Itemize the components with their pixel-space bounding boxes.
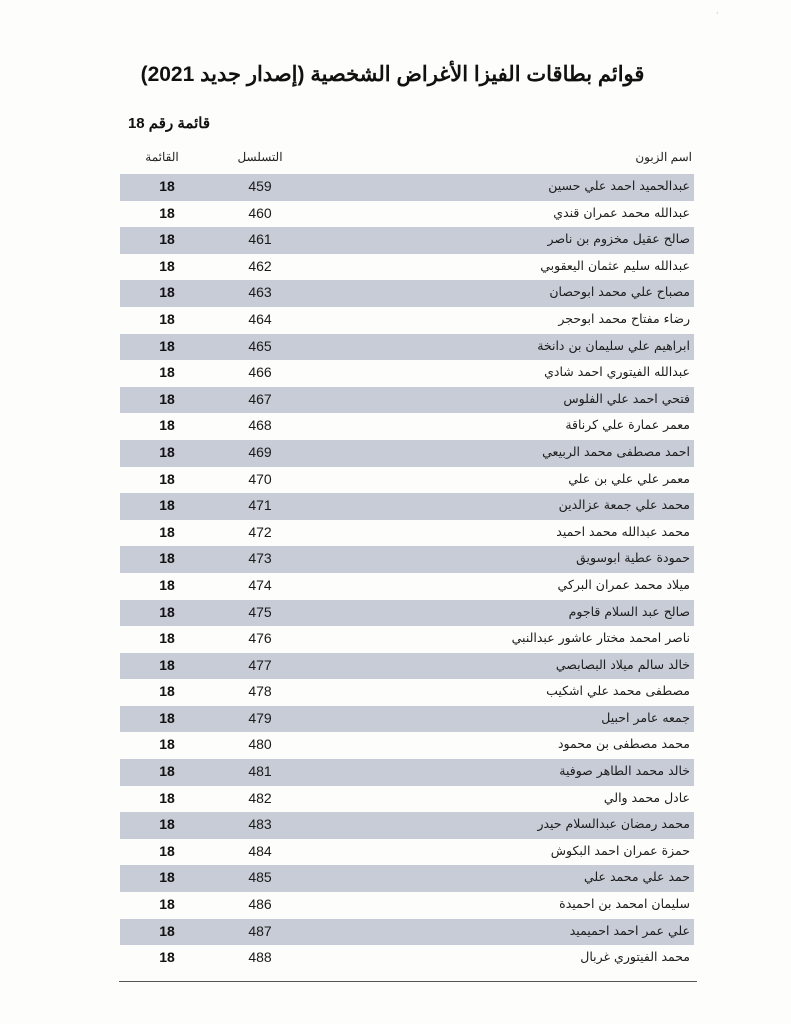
table-row bbox=[120, 440, 694, 467]
list-number-cell: 18 bbox=[159, 550, 175, 567]
customer-name-cell: عبدالله محمد عمران قندي bbox=[553, 204, 690, 220]
list-number-cell: 18 bbox=[159, 896, 175, 913]
list-number-cell: 18 bbox=[159, 443, 175, 460]
table-row bbox=[120, 865, 694, 892]
table-row bbox=[120, 280, 694, 307]
serial-cell: 467 bbox=[248, 390, 272, 407]
serial-cell: 480 bbox=[248, 736, 272, 753]
customer-name-cell: محمد رمضان عبدالسلام حيدر bbox=[537, 816, 690, 832]
list-number-cell: 18 bbox=[159, 364, 175, 381]
customer-name-cell: محمد عبدالله محمد احميد bbox=[556, 523, 690, 539]
list-number-cell: 18 bbox=[159, 842, 175, 859]
customer-name-cell: مصباح علي محمد ابوحصان bbox=[549, 284, 690, 300]
table-row bbox=[120, 334, 694, 361]
list-number-cell: 18 bbox=[159, 709, 175, 726]
table-header bbox=[120, 146, 692, 170]
list-number-label: قائمة رقم 18 bbox=[127, 115, 210, 132]
table-row bbox=[120, 520, 694, 547]
list-number-cell: 18 bbox=[159, 603, 175, 620]
list-number-cell: 18 bbox=[159, 523, 175, 540]
serial-cell: 485 bbox=[248, 869, 272, 886]
list-number-cell: 18 bbox=[159, 922, 175, 939]
customer-name-cell: حمودة عطية ابوسويق bbox=[576, 550, 690, 566]
table-row bbox=[120, 546, 694, 573]
serial-cell: 473 bbox=[248, 550, 272, 567]
list-number-cell: 18 bbox=[159, 178, 175, 194]
customer-name-cell: معمر عمارة علي كرناقة bbox=[565, 417, 690, 433]
table-row bbox=[120, 387, 694, 414]
header-customer-name: اسم الزبون bbox=[635, 150, 692, 164]
scan-mark: · bbox=[716, 9, 719, 18]
table-row bbox=[120, 679, 694, 706]
serial-cell: 486 bbox=[248, 896, 272, 913]
table-row bbox=[120, 493, 694, 520]
customer-name-cell: ابراهيم علي سليمان بن دانخة bbox=[537, 337, 690, 353]
serial-cell: 477 bbox=[248, 656, 272, 673]
table-row bbox=[120, 174, 694, 201]
serial-cell: 484 bbox=[248, 842, 272, 859]
customer-name-cell: علي عمر احمد احميميد bbox=[569, 922, 690, 938]
list-number-cell: 18 bbox=[159, 310, 175, 327]
customer-table bbox=[120, 174, 694, 972]
list-number-cell: 18 bbox=[159, 949, 175, 966]
serial-cell: 479 bbox=[248, 709, 272, 726]
list-number-cell: 18 bbox=[159, 257, 175, 274]
customer-name-cell: عبدالله سليم عثمان اليعقوبي bbox=[540, 257, 690, 273]
list-number-cell: 18 bbox=[159, 789, 175, 806]
list-number-cell: 18 bbox=[159, 231, 175, 248]
list-number-cell: 18 bbox=[159, 683, 175, 700]
serial-cell: 466 bbox=[248, 364, 272, 381]
list-number-cell: 18 bbox=[159, 284, 175, 301]
list-number-cell: 18 bbox=[159, 869, 175, 886]
serial-cell: 460 bbox=[248, 204, 272, 221]
customer-name-cell: ناصر امحمد مختار عاشور عبدالنبي bbox=[511, 630, 690, 646]
customer-name-cell: عبدالحميد احمد علي حسين bbox=[548, 178, 690, 193]
customer-name-cell: رضاء مفتاح محمد ابوحجر bbox=[558, 310, 690, 326]
customer-name-cell: عادل محمد والي bbox=[603, 789, 690, 805]
table-row bbox=[120, 892, 694, 919]
serial-cell: 468 bbox=[248, 417, 272, 434]
customer-name-cell: خالد محمد الطاهر صوفية bbox=[559, 763, 690, 779]
table-row bbox=[120, 467, 694, 494]
table-row bbox=[120, 413, 694, 440]
serial-cell: 470 bbox=[248, 470, 272, 487]
customer-name-cell: مصطفى محمد علي اشكيب bbox=[546, 683, 690, 699]
table-row bbox=[120, 945, 694, 972]
serial-cell: 475 bbox=[248, 603, 272, 620]
table-row bbox=[120, 786, 694, 813]
header-list: القائمة bbox=[145, 150, 179, 164]
serial-cell: 465 bbox=[248, 337, 272, 354]
customer-name-cell: خالد سالم ميلاد البصابصي bbox=[555, 656, 690, 672]
table-row bbox=[120, 626, 694, 653]
list-number-cell: 18 bbox=[159, 763, 175, 780]
list-number-cell: 18 bbox=[159, 470, 175, 487]
table-row bbox=[120, 653, 694, 680]
table-row bbox=[120, 919, 694, 946]
table-row bbox=[120, 307, 694, 334]
serial-cell: 478 bbox=[248, 683, 272, 700]
table-row bbox=[120, 360, 694, 387]
serial-cell: 464 bbox=[248, 310, 272, 327]
serial-cell: 483 bbox=[248, 816, 272, 833]
customer-name-cell: فتحي احمد علي الفلوس bbox=[563, 390, 690, 406]
customer-name-cell: حمد علي محمد علي bbox=[583, 869, 690, 885]
list-number-cell: 18 bbox=[159, 736, 175, 753]
customer-name-cell: عبدالله الفيتوري احمد شادي bbox=[544, 364, 690, 380]
customer-name-cell: محمد مصطفى بن محمود bbox=[557, 736, 690, 752]
table-row bbox=[120, 600, 694, 627]
serial-cell: 459 bbox=[248, 178, 272, 194]
list-number-cell: 18 bbox=[159, 204, 175, 221]
serial-cell: 476 bbox=[248, 630, 272, 647]
list-number-cell: 18 bbox=[159, 337, 175, 354]
serial-cell: 482 bbox=[248, 789, 272, 806]
list-number-cell: 18 bbox=[159, 390, 175, 407]
table-row bbox=[120, 227, 694, 254]
serial-cell: 472 bbox=[248, 523, 272, 540]
serial-cell: 469 bbox=[248, 443, 272, 460]
customer-name-cell: محمد الفيتوري غربال bbox=[580, 949, 690, 965]
list-number-cell: 18 bbox=[159, 630, 175, 647]
customer-name-cell: حمزة عمران احمد البكوش bbox=[550, 842, 690, 858]
customer-name-cell: جمعه عامر احبيل bbox=[601, 709, 690, 725]
table-row bbox=[120, 201, 694, 228]
list-number-cell: 18 bbox=[159, 497, 175, 514]
table-row bbox=[120, 732, 694, 759]
page-title: قوائم بطاقات الفيزا الأغراض الشخصية (إصدار جديد 2021) bbox=[140, 63, 645, 86]
table-row bbox=[120, 759, 694, 786]
serial-cell: 461 bbox=[248, 231, 272, 248]
list-number-cell: 18 bbox=[159, 417, 175, 434]
table-row bbox=[120, 839, 694, 866]
serial-cell: 487 bbox=[248, 922, 272, 939]
serial-cell: 481 bbox=[248, 763, 272, 780]
customer-name-cell: صالح عقيل مخزوم بن ناصر bbox=[547, 231, 690, 247]
customer-name-cell: صالح عبد السلام قاجوم bbox=[568, 603, 690, 619]
serial-cell: 471 bbox=[248, 497, 272, 514]
list-number-cell: 18 bbox=[159, 816, 175, 833]
customer-name-cell: محمد علي جمعة عزالدين bbox=[558, 497, 690, 513]
list-number-cell: 18 bbox=[159, 656, 175, 673]
table-bottom-rule bbox=[119, 981, 697, 982]
table-row bbox=[120, 573, 694, 600]
serial-cell: 474 bbox=[248, 576, 272, 593]
table-row bbox=[120, 812, 694, 839]
serial-cell: 488 bbox=[248, 949, 272, 966]
serial-cell: 462 bbox=[248, 257, 272, 274]
table-row bbox=[120, 254, 694, 281]
customer-name-cell: ميلاد محمد عمران البركي bbox=[557, 576, 690, 592]
serial-cell: 463 bbox=[248, 284, 272, 301]
header-serial: التسلسل bbox=[237, 150, 283, 164]
customer-name-cell: معمر علي علي بن علي bbox=[568, 470, 690, 486]
customer-name-cell: احمد مصطفى محمد الربيعي bbox=[542, 443, 690, 459]
customer-name-cell: سليمان امحمد بن احميدة bbox=[559, 896, 690, 912]
list-number-cell: 18 bbox=[159, 576, 175, 593]
table-row bbox=[120, 706, 694, 733]
